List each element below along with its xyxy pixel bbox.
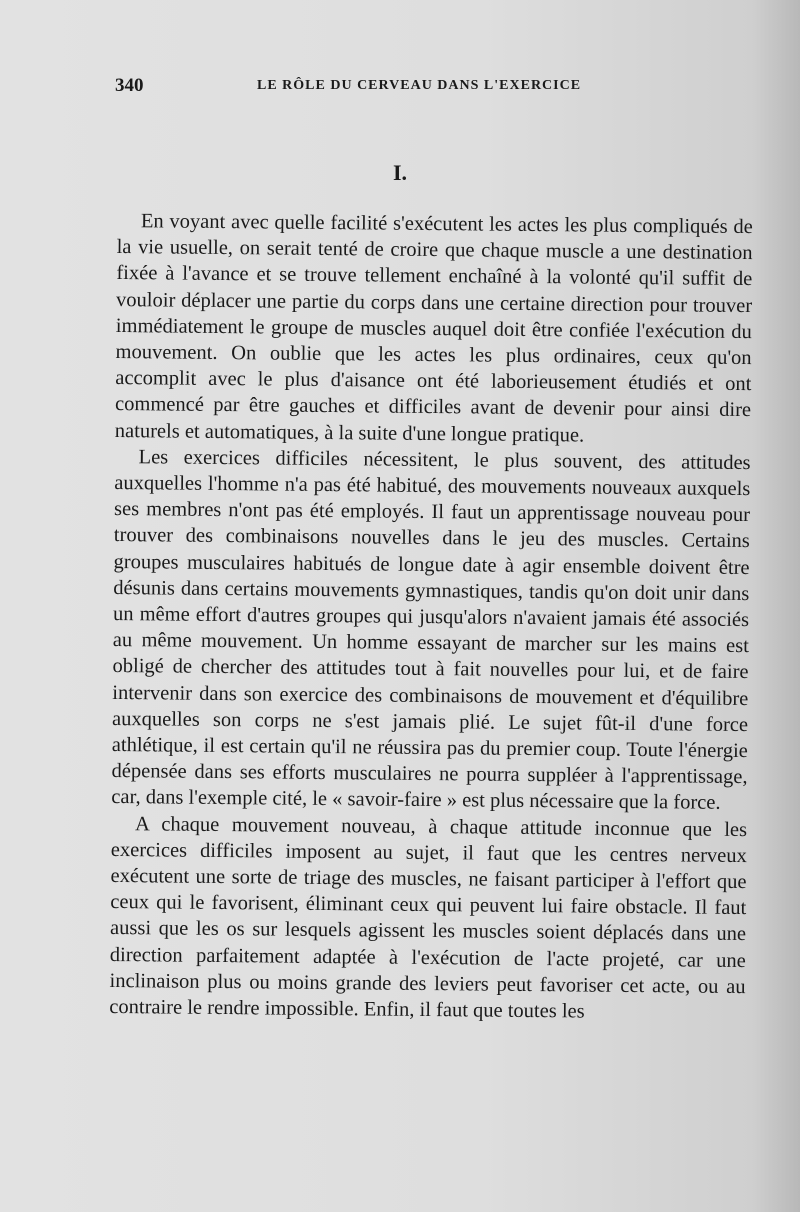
paragraph: En voyant avec quelle facilité s'exécutent les actes les plus compliqués de la vie usuelle, on serait tenté de croire que chaque muscle a une destination fixée à l'avance et se trouve tellement enchaîné à la volonté qu'il suffit de vouloir déplacer une partie du corps dans une certaine direction pour trouver immédiatement le groupe de muscles auquel doit être confiée l'exécution du mouvement. On oublie que les actes les plus ordinaires, ceux qu'on accomplit avec le plus d'aisance ont été laborieusement étudiés et ont commencé par être gauches et difficiles avant de devenir pour ainsi dire naturels et automatiques, à la suite d'une longue pratique. bbox=[114, 210, 753, 447]
body-text bbox=[109, 208, 753, 1026]
running-title: LE RÔLE DU CERVEAU DANS L'EXERCICE bbox=[257, 78, 582, 93]
paragraph: Les exercices difficiles nécessitent, le plus souvent, des attitudes auxquelles l'homme n'a pas été habitué, des mouvements nouveaux auxquels ses membres n'ont pas été employés. Il faut un apprentissage nouveau pour trouver des combinaisons nouvelles dans le jeu des muscles. Certains groupes musculaires habitués de longue date à agir ensemble doivent être désunis dans certains mouvements gymnastiques, tandis qu'on doit unir dans un même effort d'autres groupes qui jusqu'alors n'avaient jamais été associés au même mouvement. Un homme essayant de marcher sur les mains est obligé de chercher des attitudes tout à fait nouvelles pour lui, et de faire intervenir dans son exercice des combinaisons de mouvement et d'équilibre auxquelles son corps ne s'est jamais plié. Le sujet fût-il d'une force athlétique, il est certain qu'il ne réussira pas du premier coup. Toute l'énergie dépensée dans ses efforts musculaires ne pourra suppléer à l'apprentissage, car, dans l'exemple cité, le « savoir-faire » est plus nécessaire que la force. bbox=[111, 446, 751, 815]
running-head bbox=[115, 75, 755, 99]
page-number: 340 bbox=[115, 75, 144, 96]
paragraph: A chaque mouvement nouveau, à chaque attitude inconnue que les exercices difficiles imposent au sujet, il faut que les centres nerveux exécutent une sorte de triage des muscles, ne faisant participer à l'effort que ceux qui le favorisent, éliminant ceux qui peuvent lui faire obstacle. Il faut aussi que les os sur lesquels agissent les muscles soient déplacés dans une direction parfaitement adaptée à l'exécution de l'acte projeté, car une inclinaison plus ou moins grande des leviers peut favoriser cet acte, ou au contraire le rendre impossible. Enfin, il faut que toutes les bbox=[109, 812, 748, 1023]
section-number: I. bbox=[392, 160, 408, 185]
